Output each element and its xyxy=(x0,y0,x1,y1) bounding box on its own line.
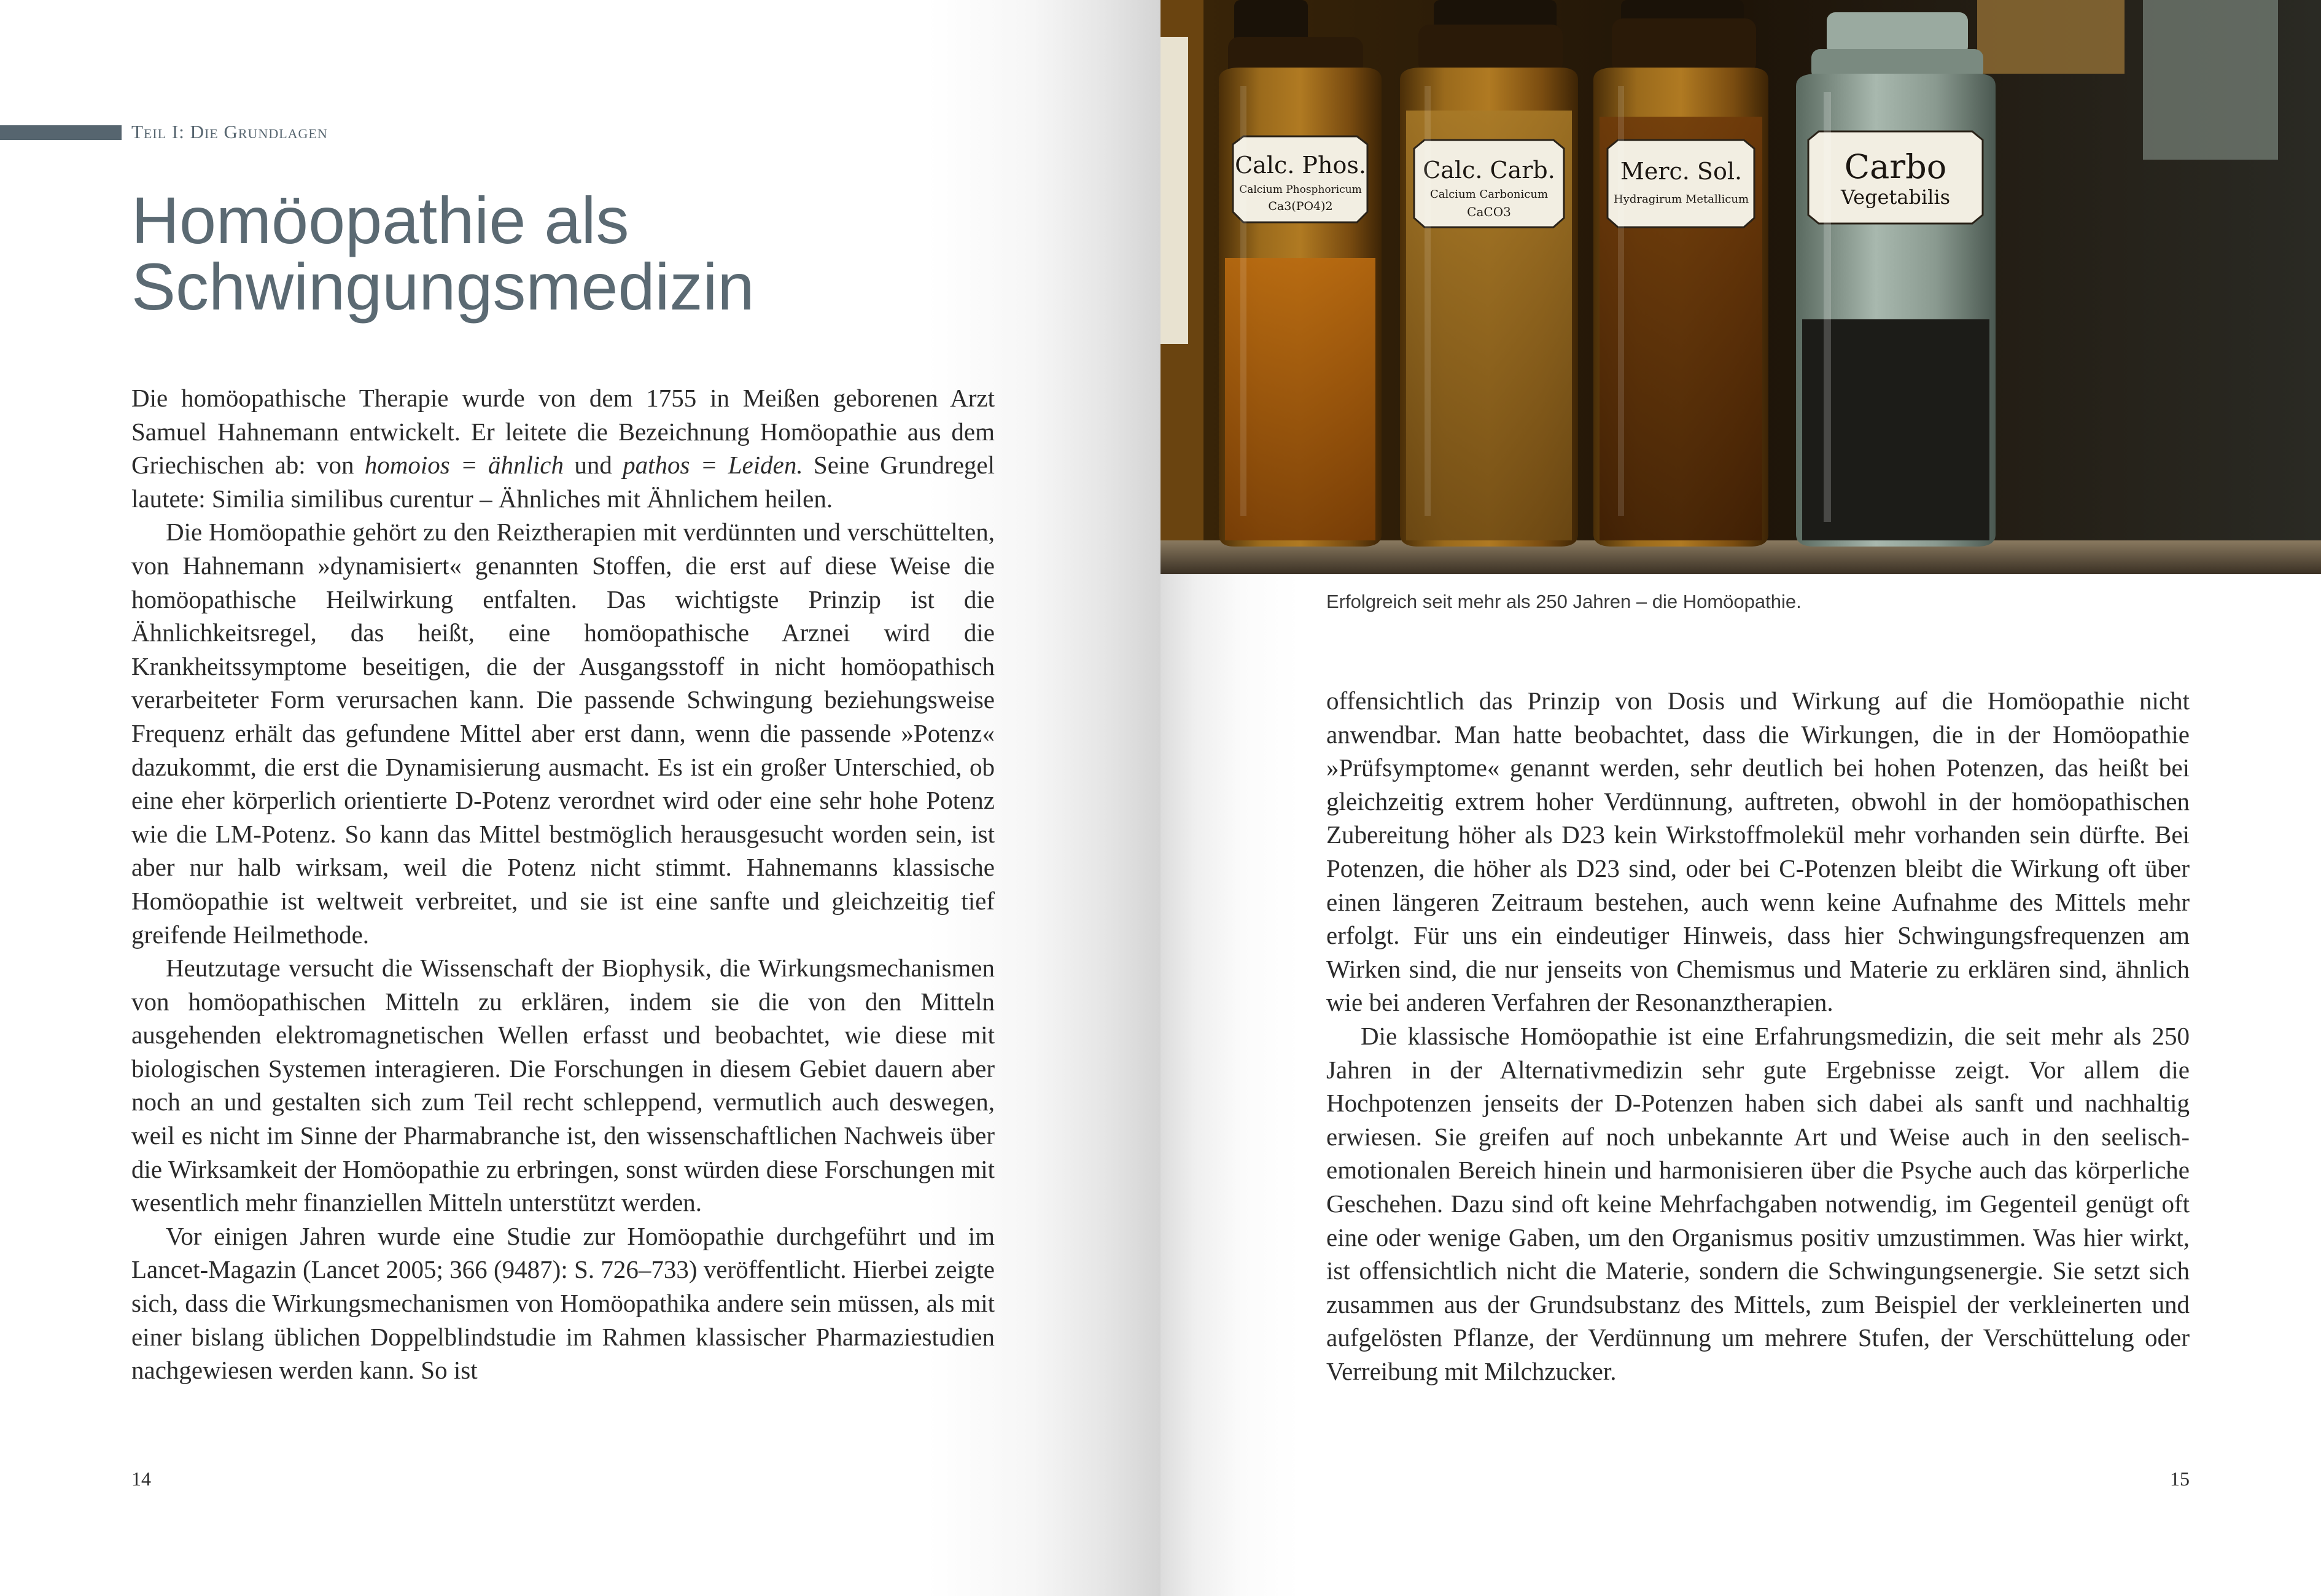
jar-label-calc-phos-line1: Calcium Phosphoricum xyxy=(1239,184,1362,196)
jar-label-merc-sol-line1: Hydragirum Metallicum xyxy=(1613,193,1749,206)
intro-text-1: Die homöopathische Therapie wurde von dem 1755 in Meißen geborenen Arzt Samuel Hahnemann entwickelt. Er leitete die Bezeichnung Homöopathie aus dem Griechischen ab: von xyxy=(131,384,995,480)
intro-text-2: und xyxy=(564,451,623,480)
intro-emphasis-homoios: homoios = ähnlich xyxy=(364,451,564,480)
paragraph-intro xyxy=(131,381,995,515)
page-number-right: 15 xyxy=(2170,1468,2190,1490)
paragraph-lancet-studie: Vor einigen Jahren wurde eine Studie zur Homöopathie durchgeführt und im Lancet-Magazin (Lancet 2005; 366 (9487): S. 726–733) veröffentlicht. Hierbei zeigte sich, dass die Wirkungsmechanismen von Homöopathika andere sein müssen, als mit einer bislang üblichen Doppelblindstudie im Rahmen klassischer Pharmaziestudien nachgewiesen werden kann. So ist xyxy=(131,1221,995,1385)
paragraph-biophysik: Heutzutage versucht die Wissenschaft der Biophysik, die Wirkungsmechanismen von homöopathischen Mitteln zu erklären, indem sie die von den Mitteln ausgehenden elektromagnetischen Wellen erfasst und beobachtet, wie diese mit biologischen Systemen interagieren. Die Forschungen in diesem Gebiet dauern aber noch an und gestalten sich zum Teil recht schleppend, vermutlich auch deswegen, weil es nicht im Sinne der Pharmabranche ist, den wissenschaftlichen Nachweis über die Wirksamkeit der Homöopathie zu erbringen, sonst würden diese Forschungen mit wesentlich mehr finanziellen Mitteln unterstützt werden. xyxy=(131,954,995,1217)
section-marker-bar xyxy=(0,125,122,140)
left-page xyxy=(0,0,1160,1596)
paragraph-dosis-wirkung: offensichtlich das Prinzip von Dosis und Wirkung auf die Homöopathie nicht anwendbar. Man hatte beobachtet, dass die Wirkungen, die in der Homöopathie »Prüfsymptome« genannt werden, sehr deutlich bei hohen Potenzen, das heißt bei gleichzeitig extrem hoher Verdünnung, auftreten, obwohl in der homöopathischen Zubereitung höher als D23 kein Wirkstoffmolekül mehr vorhanden sein dürfte. Bei Potenzen, die höher als D23 sind, oder bei C-Potenzen bleibt die Wirkung oft über einen längeren Zeitraum bestehen, auch wenn keine Aufnahme des Mittels mehr erfolgt. Für uns ein eindeutiger Hinweis, dass hier Schwingungsfrequenzen am Wirken sind, die nur jenseits von Chemismus und Materie zu erklären sind, ähnlich wie bei anderen Verfahren der Resonanztherapien. xyxy=(1326,687,2190,1017)
page-number-left: 14 xyxy=(131,1468,151,1490)
chapter-title-line-2: Schwingungsmedizin xyxy=(131,249,755,324)
paragraph-reiztherapien: Die Homöopathie gehört zu den Reiztherapien mit verdünnten und verschüttelten, von Hahnemann »dynamisiert« genannten Stoffen, die erst auf diese Weise die homöopathische Heilwirkung entfalten. Das wichtigste Prinzip ist die Ähnlichkeitsregel, das heißt, eine homöopathische Arznei wird die Krankheitssymptome beseitigen, die der Ausgangsstoff in nicht homöopathisch verarbeiteter Form verursachen kann. Die passende Schwingung beziehungsweise Frequenz erhält das gefundene Mittel aber erst dann, wenn die passende »Potenz« dazukommt, die erst die Dynamisierung ausmacht. Es ist ein großer Unterschied, ob eine eher körperlich orientierte D-Potenz verordnet wird oder eine sehr hohe Potenz wie die LM-Potenz. So kann das Mittel bestmöglich herausgesucht worden sein, ist aber nur halb wirksam, weil die Potenz nicht stimmt. Hahnemanns klassische Homöopathie ist weltweit verbreitet, und sie ist eine sanfte und gleichzeitig tief greifende Heilmethode. xyxy=(131,518,995,949)
chapter-title xyxy=(131,183,1022,324)
jar-label-calc-carb-name: Calc. Carb. xyxy=(1423,157,1555,184)
apothecary-jars-illustration xyxy=(1160,0,2321,574)
jar-label-carbo-line1: Vegetabilis xyxy=(1840,185,1951,209)
intro-text-3: Seine Grundregel lautete: Similia similibus curentur – Ähnliches mit Ähnlichem heilen. xyxy=(131,451,995,513)
paragraph-erfahrungsmedizin: Die klassische Homöopathie ist eine Erfahrungsmedizin, die seit mehr als 250 Jahren in der Alternativmedizin sehr gute Ergebnisse zeigt. Vor allem die Hochpotenzen jenseits der D-Potenzen haben sich dabei als sanft und nachhaltig erwiesen. Sie greifen auf noch unbekannte Art und Weise auch in den seelisch-emotionalen Bereich hinein und harmonisieren über die Psyche auch das körperliche Geschehen. Dazu sind oft keine Mehrfachgaben notwendig, im Gegenteil genügt oft eine oder wenige Gaben, um den Organismus positiv umzustimmen. Was hier wirkt, ist offensichtlich nicht die Materie, sondern die Schwingungsenergie. Sie setzt sich zusammen aus der Grundsubstanz des Mittels, zum Beispiel der verkleinerten und aufgelösten Pflanze, der Verdünnung um mehrere Stufen, der Verschüttelung oder Verreibung mit Milchzucker. xyxy=(1326,1021,2190,1385)
photo-caption: Erfolgreich seit mehr als 250 Jahren – die Homöopathie. xyxy=(1326,591,1802,612)
chapter-title-line-1: Homöopathie als xyxy=(131,183,629,257)
right-text-column xyxy=(1326,684,2190,1388)
jar-label-calc-phos-line2: Ca3(PO4)2 xyxy=(1268,200,1333,213)
left-text-column xyxy=(131,381,995,1387)
jar-label-merc-sol-name: Merc. Sol. xyxy=(1620,158,1743,185)
intro-emphasis-pathos: pathos = Leiden. xyxy=(623,451,803,480)
jar-label-calc-phos-name: Calc. Phos. xyxy=(1235,152,1366,179)
section-label: Teil I: Die Grundlagen xyxy=(131,121,328,142)
jar-label-calc-carb-line1: Calcium Carbonicum xyxy=(1429,188,1549,201)
jar-label-calc-carb-line2: CaCO3 xyxy=(1467,204,1511,219)
apothecary-jars-photo xyxy=(1160,0,2321,574)
jar-label-carbo-name: Carbo xyxy=(1844,147,1947,186)
